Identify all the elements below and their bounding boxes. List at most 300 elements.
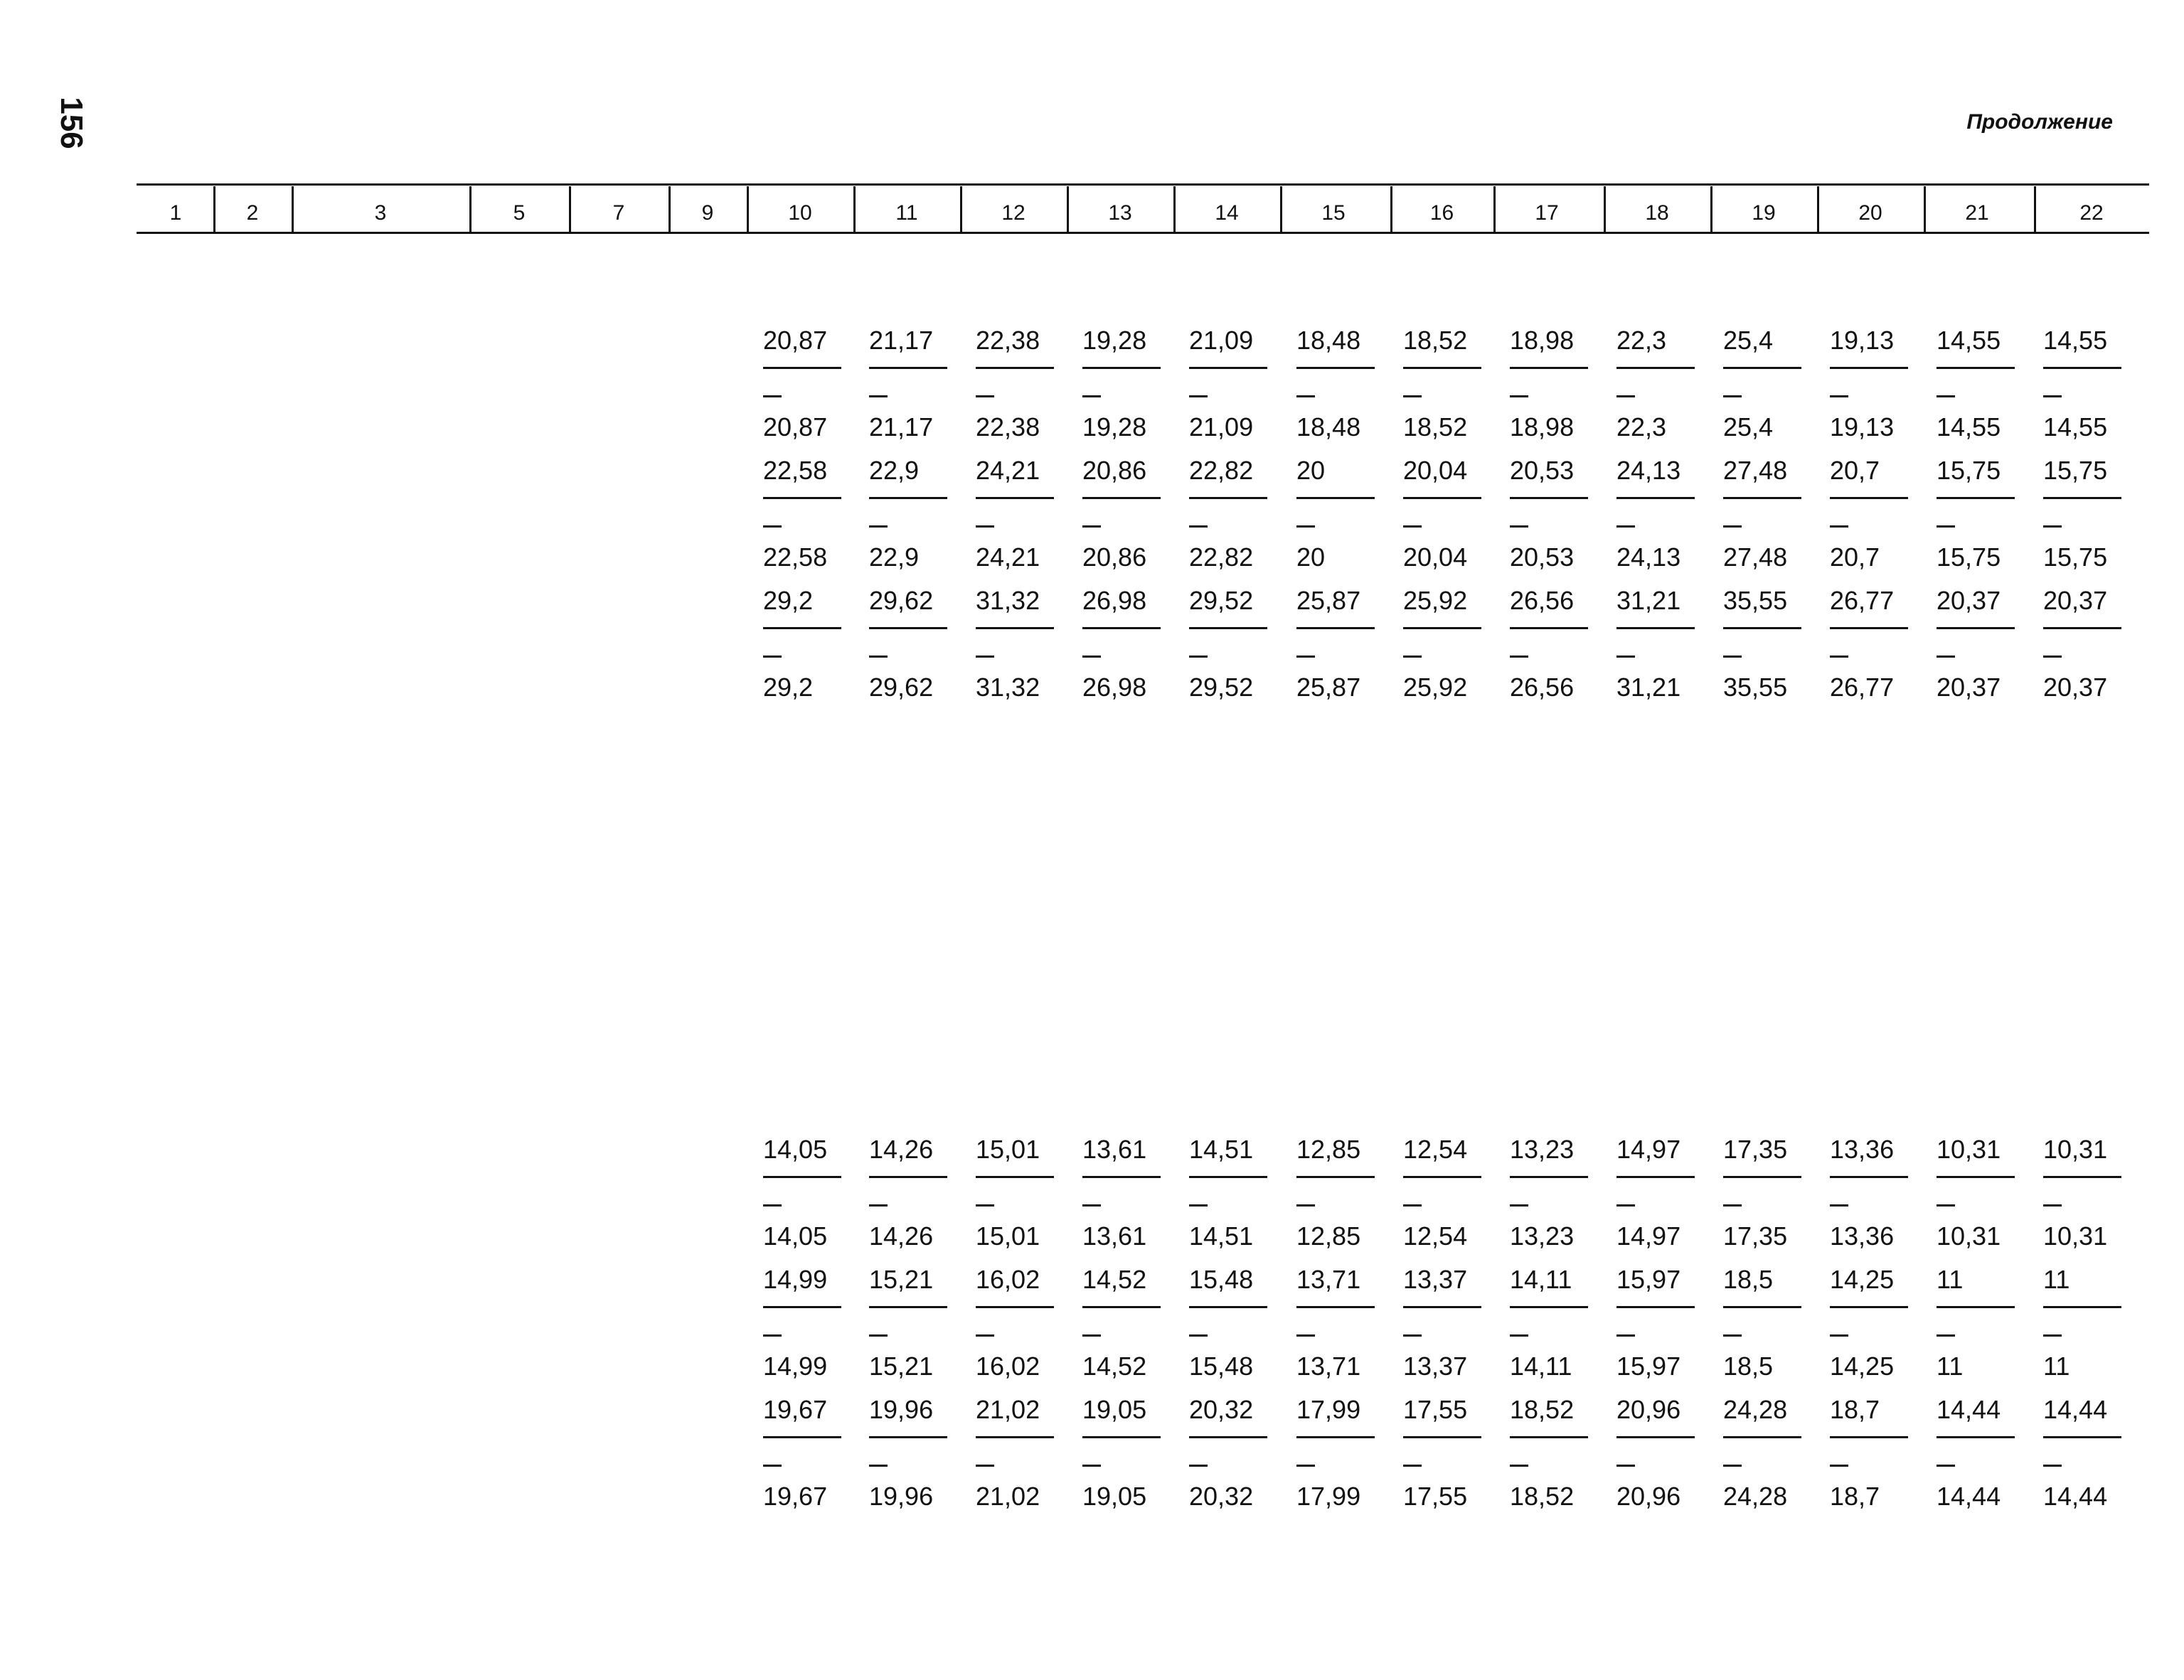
fraction-bar xyxy=(1082,1436,1161,1438)
fraction-numerator: 29,2 xyxy=(763,586,814,615)
fraction-numerator: 16,02 xyxy=(976,1265,1040,1294)
fraction-value xyxy=(976,1135,1075,1256)
column-separator xyxy=(1604,186,1606,232)
fraction-value xyxy=(1616,456,1716,577)
fraction-denominator: 15,75 xyxy=(1937,542,2001,572)
fraction-dash xyxy=(1616,1204,1635,1207)
fraction-value xyxy=(1189,1265,1289,1386)
fraction-value xyxy=(976,1265,1075,1386)
fraction-numerator: 14,52 xyxy=(1082,1265,1147,1294)
fraction-numerator: 20,04 xyxy=(1403,456,1468,485)
fraction-bar xyxy=(1616,1306,1695,1308)
fraction-numerator: 20,37 xyxy=(1937,586,2001,615)
fraction-numerator: 27,48 xyxy=(1723,456,1788,485)
column-header-19: 19 xyxy=(1752,201,1776,225)
column-header-11: 11 xyxy=(895,201,918,225)
fraction-numerator: 20,96 xyxy=(1616,1395,1681,1424)
fraction-value xyxy=(1189,586,1289,707)
fraction-dash xyxy=(1403,1334,1422,1337)
column-separator xyxy=(1710,186,1712,232)
fraction-numerator: 12,54 xyxy=(1403,1135,1468,1164)
column-separator xyxy=(2034,186,2036,232)
column-separator xyxy=(1173,186,1176,232)
fraction-denominator: 18,52 xyxy=(1403,412,1468,442)
fraction-denominator: 14,52 xyxy=(1082,1352,1147,1381)
fraction-value xyxy=(1403,1265,1503,1386)
fraction-value xyxy=(1296,586,1396,707)
fraction-denominator: 24,21 xyxy=(976,542,1040,572)
fraction-bar xyxy=(2043,1176,2121,1178)
fraction-dash xyxy=(869,656,888,658)
fraction-denominator: 20,32 xyxy=(1189,1482,1254,1511)
fraction-dash xyxy=(1296,395,1315,397)
fraction-bar xyxy=(976,367,1054,369)
fraction-numerator: 24,28 xyxy=(1723,1395,1788,1424)
fraction-bar xyxy=(1510,1436,1588,1438)
fraction-numerator: 25,87 xyxy=(1296,586,1361,615)
fraction-numerator: 20,37 xyxy=(2043,586,2108,615)
fraction-numerator: 21,17 xyxy=(869,326,934,355)
fraction-bar xyxy=(1082,627,1161,629)
fraction-bar xyxy=(763,1176,841,1178)
fraction-value xyxy=(869,326,969,446)
fraction-denominator: 18,5 xyxy=(1723,1352,1774,1381)
fraction-bar xyxy=(1510,1176,1588,1178)
fraction-dash xyxy=(2043,525,2062,528)
fraction-bar xyxy=(763,367,841,369)
fraction-bar xyxy=(1403,627,1481,629)
fraction-numerator: 20,87 xyxy=(763,326,828,355)
fraction-bar xyxy=(2043,627,2121,629)
fraction-denominator: 22,82 xyxy=(1189,542,1254,572)
fraction-numerator: 15,75 xyxy=(1937,456,2001,485)
header-top-rule xyxy=(137,183,2149,186)
fraction-value xyxy=(1723,1265,1823,1386)
fraction-numerator: 12,85 xyxy=(1296,1135,1361,1164)
fraction-denominator: 26,98 xyxy=(1082,673,1147,702)
column-separator xyxy=(668,186,671,232)
fraction-denominator: 20,37 xyxy=(2043,673,2108,702)
fraction-denominator: 20,87 xyxy=(763,412,828,442)
fraction-dash xyxy=(1403,525,1422,528)
fraction-dash xyxy=(763,656,782,658)
column-header-5: 5 xyxy=(513,201,526,225)
fraction-value xyxy=(869,456,969,577)
fraction-denominator: 18,98 xyxy=(1510,412,1575,442)
fraction-value xyxy=(1403,1135,1503,1256)
fraction-bar xyxy=(763,497,841,499)
fraction-denominator: 17,99 xyxy=(1296,1482,1361,1511)
fraction-value xyxy=(1937,326,2036,446)
fraction-value xyxy=(976,326,1075,446)
fraction-dash xyxy=(763,525,782,528)
fraction-value xyxy=(1723,456,1823,577)
fraction-bar xyxy=(1296,627,1375,629)
continued-label: Продолжение xyxy=(1966,110,2113,134)
fraction-numerator: 14,44 xyxy=(2043,1395,2108,1424)
fraction-dash xyxy=(1937,1204,1955,1207)
fraction-dash xyxy=(2043,656,2062,658)
fraction-bar xyxy=(1830,1176,1908,1178)
fraction-dash xyxy=(1403,395,1422,397)
fraction-bar xyxy=(1189,497,1267,499)
fraction-dash xyxy=(1616,525,1635,528)
fraction-value xyxy=(1082,1395,1182,1516)
fraction-value xyxy=(1723,1395,1823,1516)
fraction-denominator: 29,52 xyxy=(1189,673,1254,702)
fraction-dash xyxy=(1723,1465,1742,1467)
fraction-numerator: 29,62 xyxy=(869,586,934,615)
fraction-denominator: 19,05 xyxy=(1082,1482,1147,1511)
fraction-numerator: 35,55 xyxy=(1723,586,1788,615)
fraction-dash xyxy=(2043,1204,2062,1207)
fraction-numerator: 22,3 xyxy=(1616,326,1667,355)
fraction-numerator: 14,25 xyxy=(1830,1265,1895,1294)
fraction-dash xyxy=(1403,656,1422,658)
fraction-dash xyxy=(1296,656,1315,658)
fraction-numerator: 19,67 xyxy=(763,1395,828,1424)
fraction-dash xyxy=(1082,1204,1101,1207)
fraction-numerator: 15,01 xyxy=(976,1135,1040,1164)
column-separator xyxy=(853,186,856,232)
fraction-denominator: 14,55 xyxy=(2043,412,2108,442)
fraction-bar xyxy=(1616,367,1695,369)
fraction-bar xyxy=(1937,1436,2015,1438)
fraction-value xyxy=(1082,586,1182,707)
fraction-dash xyxy=(869,1204,888,1207)
fraction-denominator: 19,13 xyxy=(1830,412,1895,442)
fraction-denominator: 18,52 xyxy=(1510,1482,1575,1511)
fraction-numerator: 24,21 xyxy=(976,456,1040,485)
fraction-value xyxy=(1937,1265,2036,1386)
fraction-bar xyxy=(1082,1306,1161,1308)
fraction-dash xyxy=(869,525,888,528)
fraction-dash xyxy=(869,395,888,397)
fraction-value xyxy=(1189,456,1289,577)
fraction-denominator: 24,13 xyxy=(1616,542,1681,572)
fraction-bar xyxy=(1723,1306,1801,1308)
fraction-dash xyxy=(1723,1204,1742,1207)
column-separator xyxy=(469,186,472,232)
fraction-value xyxy=(1296,1265,1396,1386)
column-header-3: 3 xyxy=(374,201,387,225)
fraction-bar xyxy=(1510,497,1588,499)
column-header-12: 12 xyxy=(1001,201,1026,225)
fraction-denominator: 26,77 xyxy=(1830,673,1895,702)
fraction-bar xyxy=(1403,497,1481,499)
fraction-dash xyxy=(1189,1204,1208,1207)
fraction-numerator: 14,55 xyxy=(2043,326,2108,355)
column-separator xyxy=(960,186,962,232)
fraction-dash xyxy=(1189,395,1208,397)
fraction-bar xyxy=(869,367,947,369)
fraction-numerator: 22,82 xyxy=(1189,456,1254,485)
fraction-numerator: 15,48 xyxy=(1189,1265,1254,1294)
fraction-denominator: 18,7 xyxy=(1830,1482,1880,1511)
fraction-bar xyxy=(1937,497,2015,499)
fraction-denominator: 22,3 xyxy=(1616,412,1667,442)
fraction-denominator: 14,11 xyxy=(1510,1352,1572,1381)
fraction-bar xyxy=(2043,497,2121,499)
fraction-denominator: 15,75 xyxy=(2043,542,2108,572)
fraction-value xyxy=(1830,1395,1929,1516)
fraction-numerator: 21,09 xyxy=(1189,326,1254,355)
fraction-numerator: 19,96 xyxy=(869,1395,934,1424)
fraction-bar xyxy=(1937,367,2015,369)
fraction-dash xyxy=(1510,525,1528,528)
fraction-numerator: 22,38 xyxy=(976,326,1040,355)
fraction-value xyxy=(1510,326,1609,446)
fraction-bar xyxy=(1723,497,1801,499)
fraction-numerator: 19,28 xyxy=(1082,326,1147,355)
fraction-numerator: 18,52 xyxy=(1510,1395,1575,1424)
fraction-value xyxy=(1830,1135,1929,1256)
fraction-denominator: 19,28 xyxy=(1082,412,1147,442)
fraction-bar xyxy=(976,1176,1054,1178)
fraction-denominator: 11 xyxy=(2043,1352,2070,1381)
fraction-dash xyxy=(1510,656,1528,658)
column-separator xyxy=(1067,186,1069,232)
column-separator xyxy=(1817,186,1819,232)
fraction-bar xyxy=(1830,1436,1908,1438)
fraction-denominator: 11 xyxy=(1937,1352,1964,1381)
fraction-value xyxy=(1082,326,1182,446)
fraction-value xyxy=(869,1265,969,1386)
fraction-value xyxy=(1296,326,1396,446)
fraction-dash xyxy=(1510,1204,1528,1207)
fraction-denominator: 17,55 xyxy=(1403,1482,1468,1511)
fraction-denominator: 13,23 xyxy=(1510,1221,1575,1251)
fraction-value xyxy=(2043,1395,2143,1516)
fraction-value xyxy=(763,1135,863,1256)
fraction-numerator: 14,99 xyxy=(763,1265,828,1294)
fraction-bar xyxy=(1403,1176,1481,1178)
fraction-numerator: 10,31 xyxy=(1937,1135,2001,1164)
fraction-dash xyxy=(1082,1465,1101,1467)
fraction-numerator: 18,7 xyxy=(1830,1395,1880,1424)
fraction-denominator: 14,99 xyxy=(763,1352,828,1381)
column-header-15: 15 xyxy=(1321,201,1346,225)
fraction-denominator: 10,31 xyxy=(1937,1221,2001,1251)
fraction-bar xyxy=(869,1436,947,1438)
fraction-numerator: 15,97 xyxy=(1616,1265,1681,1294)
fraction-value xyxy=(1189,1395,1289,1516)
fraction-value xyxy=(2043,456,2143,577)
fraction-value xyxy=(1616,1265,1716,1386)
fraction-dash xyxy=(869,1334,888,1337)
fraction-denominator: 14,44 xyxy=(1937,1482,2001,1511)
fraction-bar xyxy=(1616,1176,1695,1178)
fraction-denominator: 10,31 xyxy=(2043,1221,2108,1251)
fraction-value xyxy=(1937,1135,2036,1256)
fraction-bar xyxy=(2043,367,2121,369)
fraction-bar xyxy=(1403,367,1481,369)
column-separator xyxy=(213,186,215,232)
fraction-numerator: 22,58 xyxy=(763,456,828,485)
fraction-dash xyxy=(1296,1334,1315,1337)
fraction-bar xyxy=(1830,1306,1908,1308)
fraction-numerator: 11 xyxy=(1937,1265,1964,1294)
fraction-dash xyxy=(1616,1465,1635,1467)
fraction-dash xyxy=(1189,1465,1208,1467)
fraction-bar xyxy=(869,497,947,499)
fraction-numerator: 15,21 xyxy=(869,1265,934,1294)
fraction-dash xyxy=(1830,395,1848,397)
fraction-bar xyxy=(1296,1176,1375,1178)
fraction-value xyxy=(1296,1395,1396,1516)
fraction-numerator: 14,05 xyxy=(763,1135,828,1164)
fraction-denominator: 15,01 xyxy=(976,1221,1040,1251)
fraction-dash xyxy=(1082,525,1101,528)
fraction-numerator: 14,44 xyxy=(1937,1395,2001,1424)
fraction-denominator: 29,62 xyxy=(869,673,934,702)
fraction-numerator: 20 xyxy=(1296,456,1326,485)
fraction-numerator: 13,37 xyxy=(1403,1265,1468,1294)
fraction-bar xyxy=(1616,1436,1695,1438)
fraction-bar xyxy=(1403,1306,1481,1308)
fraction-numerator: 26,98 xyxy=(1082,586,1147,615)
fraction-denominator: 21,17 xyxy=(869,412,934,442)
fraction-numerator: 26,56 xyxy=(1510,586,1575,615)
fraction-bar xyxy=(1510,1306,1588,1308)
fraction-value xyxy=(976,1395,1075,1516)
fraction-denominator: 13,71 xyxy=(1296,1352,1361,1381)
fraction-value xyxy=(976,586,1075,707)
fraction-bar xyxy=(1937,627,2015,629)
fraction-denominator: 20,37 xyxy=(1937,673,2001,702)
fraction-value xyxy=(763,1265,863,1386)
fraction-dash xyxy=(1937,1334,1955,1337)
fraction-dash xyxy=(1723,525,1742,528)
column-separator xyxy=(292,186,294,232)
fraction-numerator: 20,86 xyxy=(1082,456,1147,485)
fraction-numerator: 14,11 xyxy=(1510,1265,1572,1294)
fraction-numerator: 19,13 xyxy=(1830,326,1895,355)
fraction-dash xyxy=(1937,1465,1955,1467)
fraction-dash xyxy=(763,1465,782,1467)
column-separator xyxy=(1390,186,1392,232)
fraction-bar xyxy=(763,627,841,629)
fraction-bar xyxy=(869,1306,947,1308)
fraction-denominator: 19,67 xyxy=(763,1482,828,1511)
fraction-bar xyxy=(1723,1436,1801,1438)
fraction-numerator: 10,31 xyxy=(2043,1135,2108,1164)
column-separator xyxy=(1924,186,1926,232)
fraction-bar xyxy=(1296,367,1375,369)
fraction-denominator: 25,87 xyxy=(1296,673,1361,702)
fraction-bar xyxy=(1189,627,1267,629)
fraction-denominator: 16,02 xyxy=(976,1352,1040,1381)
fraction-dash xyxy=(1403,1465,1422,1467)
fraction-dash xyxy=(1723,395,1742,397)
fraction-numerator: 25,4 xyxy=(1723,326,1774,355)
fraction-dash xyxy=(1082,395,1101,397)
fraction-value xyxy=(1616,1395,1716,1516)
fraction-denominator: 14,44 xyxy=(2043,1482,2108,1511)
fraction-dash xyxy=(1296,1465,1315,1467)
fraction-numerator: 19,05 xyxy=(1082,1395,1147,1424)
fraction-numerator: 20,32 xyxy=(1189,1395,1254,1424)
fraction-denominator: 20,96 xyxy=(1616,1482,1681,1511)
fraction-bar xyxy=(1510,627,1588,629)
column-separator xyxy=(747,186,749,232)
fraction-numerator: 15,75 xyxy=(2043,456,2108,485)
fraction-numerator: 26,77 xyxy=(1830,586,1895,615)
fraction-denominator: 17,35 xyxy=(1723,1221,1788,1251)
fraction-denominator: 26,56 xyxy=(1510,673,1575,702)
fraction-value xyxy=(1723,586,1823,707)
fraction-bar xyxy=(869,627,947,629)
column-header-9: 9 xyxy=(701,201,714,225)
fraction-dash xyxy=(869,1465,888,1467)
fraction-dash xyxy=(976,395,994,397)
fraction-value xyxy=(2043,586,2143,707)
fraction-value xyxy=(1403,326,1503,446)
fraction-dash xyxy=(1723,656,1742,658)
fraction-dash xyxy=(763,1204,782,1207)
column-separator xyxy=(1280,186,1282,232)
fraction-bar xyxy=(1082,1176,1161,1178)
fraction-bar xyxy=(976,1436,1054,1438)
fraction-dash xyxy=(1296,1204,1315,1207)
fraction-dash xyxy=(1937,395,1955,397)
fraction-numerator: 24,13 xyxy=(1616,456,1681,485)
fraction-value xyxy=(1082,1265,1182,1386)
fraction-dash xyxy=(1616,656,1635,658)
fraction-denominator: 15,21 xyxy=(869,1352,934,1381)
fraction-denominator: 25,92 xyxy=(1403,673,1468,702)
fraction-dash xyxy=(1082,656,1101,658)
fraction-value xyxy=(1189,1135,1289,1256)
fraction-dash xyxy=(763,1334,782,1337)
fraction-bar xyxy=(1082,497,1161,499)
fraction-value xyxy=(1082,1135,1182,1256)
fraction-value xyxy=(1510,1265,1609,1386)
column-header-1: 1 xyxy=(169,201,182,225)
fraction-dash xyxy=(2043,1465,2062,1467)
fraction-bar xyxy=(1937,1176,2015,1178)
fraction-value xyxy=(1937,456,2036,577)
fraction-bar xyxy=(1189,367,1267,369)
fraction-dash xyxy=(976,525,994,528)
fraction-bar xyxy=(976,497,1054,499)
fraction-bar xyxy=(1510,367,1588,369)
fraction-value xyxy=(1510,456,1609,577)
column-header-14: 14 xyxy=(1215,201,1239,225)
fraction-numerator: 25,92 xyxy=(1403,586,1468,615)
fraction-value xyxy=(2043,1135,2143,1256)
fraction-denominator: 29,2 xyxy=(763,673,814,702)
fraction-bar xyxy=(1189,1306,1267,1308)
fraction-denominator: 14,26 xyxy=(869,1221,934,1251)
fraction-value xyxy=(1830,456,1929,577)
fraction-value xyxy=(763,456,863,577)
fraction-value xyxy=(1189,326,1289,446)
fraction-numerator: 17,55 xyxy=(1403,1395,1468,1424)
fraction-denominator: 14,51 xyxy=(1189,1221,1254,1251)
fraction-bar xyxy=(1830,497,1908,499)
fraction-bar xyxy=(1189,1436,1267,1438)
fraction-value xyxy=(1510,586,1609,707)
fraction-dash xyxy=(1830,525,1848,528)
fraction-denominator: 14,25 xyxy=(1830,1352,1895,1381)
fraction-denominator: 15,97 xyxy=(1616,1352,1681,1381)
fraction-numerator: 18,5 xyxy=(1723,1265,1774,1294)
fraction-denominator: 14,05 xyxy=(763,1221,828,1251)
fraction-dash xyxy=(763,395,782,397)
fraction-value xyxy=(1510,1395,1609,1516)
fraction-dash xyxy=(1403,1204,1422,1207)
